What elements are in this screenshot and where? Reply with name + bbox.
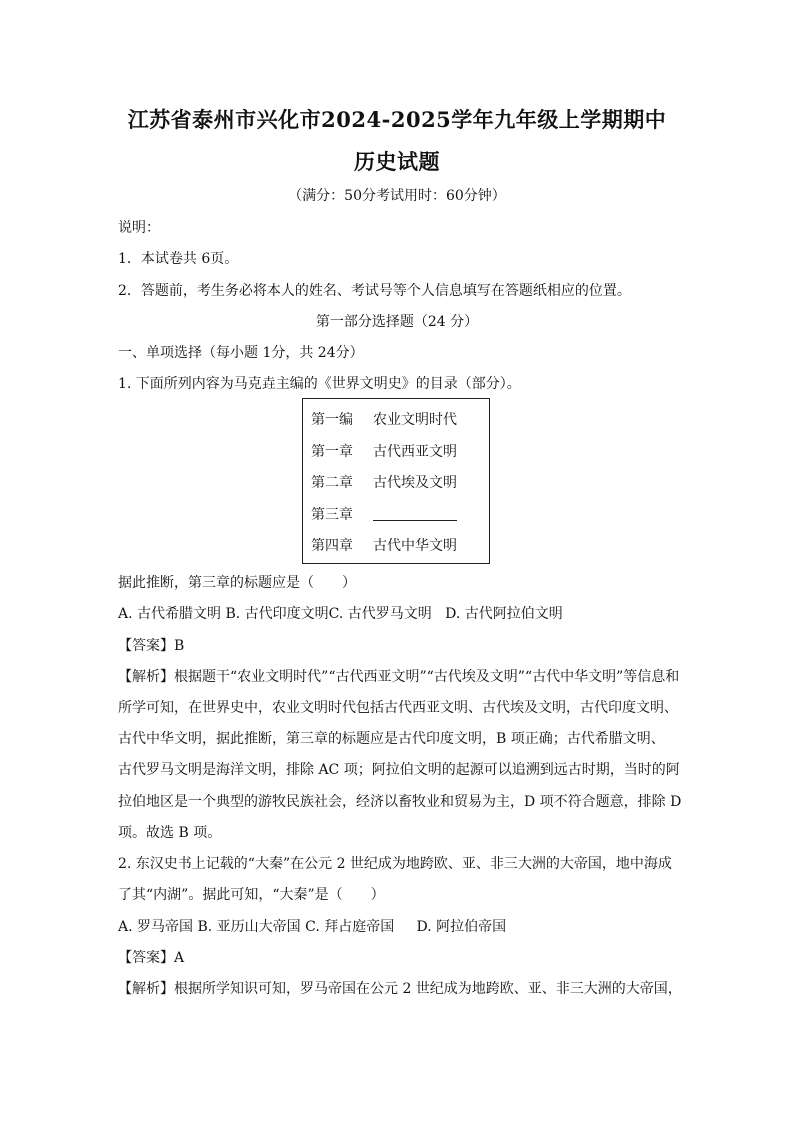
exam-title: 江苏省泰州市兴化市2024-2025学年九年级上学期期中 — [127, 107, 667, 132]
toc-chapter: 第一编 — [311, 412, 353, 428]
option-c: C. 拜占庭帝国 — [305, 919, 395, 935]
toc-title: 古代中华文明 — [373, 538, 457, 554]
option-c: C. 古代罗马文明 — [328, 606, 432, 622]
question-stem: 1. 下面所列内容为马克垚主编的《世界文明史》的目录（部分）。 — [118, 376, 521, 392]
analysis-line: 所学可知，在世界史中，农业文明时代包括古代西亚文明、古代埃及文明，古代印度文明、 — [118, 700, 678, 716]
toc-row — [311, 409, 457, 429]
toc-row — [311, 472, 457, 492]
section-subtitle: 一、单项选择（每小题 1分，共 24分） — [118, 345, 364, 361]
analysis-line: 古代罗马文明是海洋文明，排除 AC 项；阿拉伯文明的起源可以追溯到远古时期，当时的阿 — [118, 762, 680, 778]
toc-blank-line — [373, 506, 457, 521]
toc-chapter: 第三章 — [311, 507, 353, 523]
analysis-line: 【解析】根据题干“农业文明时代”“古代西亚文明”“古代埃及文明”“古代中华文明”等信息和 — [118, 669, 680, 685]
toc-row — [311, 504, 457, 524]
answer-label: 【答案】B — [118, 638, 185, 654]
part-title: 第一部分选择题（24 分） — [315, 314, 479, 330]
toc-chapter: 第四章 — [311, 538, 353, 554]
option-b: B. 古代印度文明 — [225, 606, 329, 622]
toc-title: 农业文明时代 — [373, 412, 457, 428]
option-d: D. 阿拉伯帝国 — [416, 919, 507, 935]
analysis-line: 项。故选 B 项。 — [118, 825, 222, 841]
option-d: D. 古代阿拉伯文明 — [445, 606, 563, 622]
question-stem: 了其“内湖”。据此可知，“大秦”是（ ） — [118, 887, 385, 903]
question-prompt: 据此推断，第三章的标题应是（ ） — [118, 575, 356, 591]
toc-row — [311, 441, 457, 461]
toc-chapter: 第一章 — [311, 444, 353, 460]
option-a: A. 罗马帝国 — [118, 919, 194, 935]
analysis-line: 拉伯地区是一个典型的游牧民族社会，经济以畜牧业和贸易为主，D 项不符合题意，排除 D — [118, 794, 682, 810]
score-info: （满分：50分考试用时：60分钟） — [288, 188, 506, 204]
answer-label: 【答案】A — [118, 950, 185, 966]
question-stem: 2. 东汉史书上记载的“大秦”在公元 2 世纪成为地跨欧、亚、非三大洲的大帝国，地中海成 — [118, 856, 672, 872]
analysis-line: 古代中华文明，据此推断，第三章的标题应是古代印度文明，B 项正确；古代希腊文明、 — [118, 731, 665, 747]
instructions-heading: 说明： — [118, 220, 160, 236]
option-a: A. 古代希腊文明 — [118, 606, 222, 622]
option-b: B. 亚历山大帝国 — [197, 919, 301, 935]
instruction-item: 1．本试卷共 6页。 — [118, 251, 239, 267]
table-of-contents-box — [302, 398, 490, 564]
toc-chapter: 第二章 — [311, 475, 353, 491]
exam-subject: 历史试题 — [354, 149, 440, 174]
toc-row — [311, 535, 457, 555]
toc-title: 古代埃及文明 — [373, 475, 457, 491]
analysis-line: 【解析】根据所学知识可知，罗马帝国在公元 2 世纪成为地跨欧、亚、非三大洲的大帝国， — [118, 981, 682, 997]
options-row — [118, 917, 506, 937]
toc-title: 古代西亚文明 — [373, 444, 457, 460]
options-row — [118, 604, 563, 624]
instruction-item: 2．答题前，考生务必将本人的姓名、考试号等个人信息填写在答题纸相应的位置。 — [118, 283, 631, 299]
